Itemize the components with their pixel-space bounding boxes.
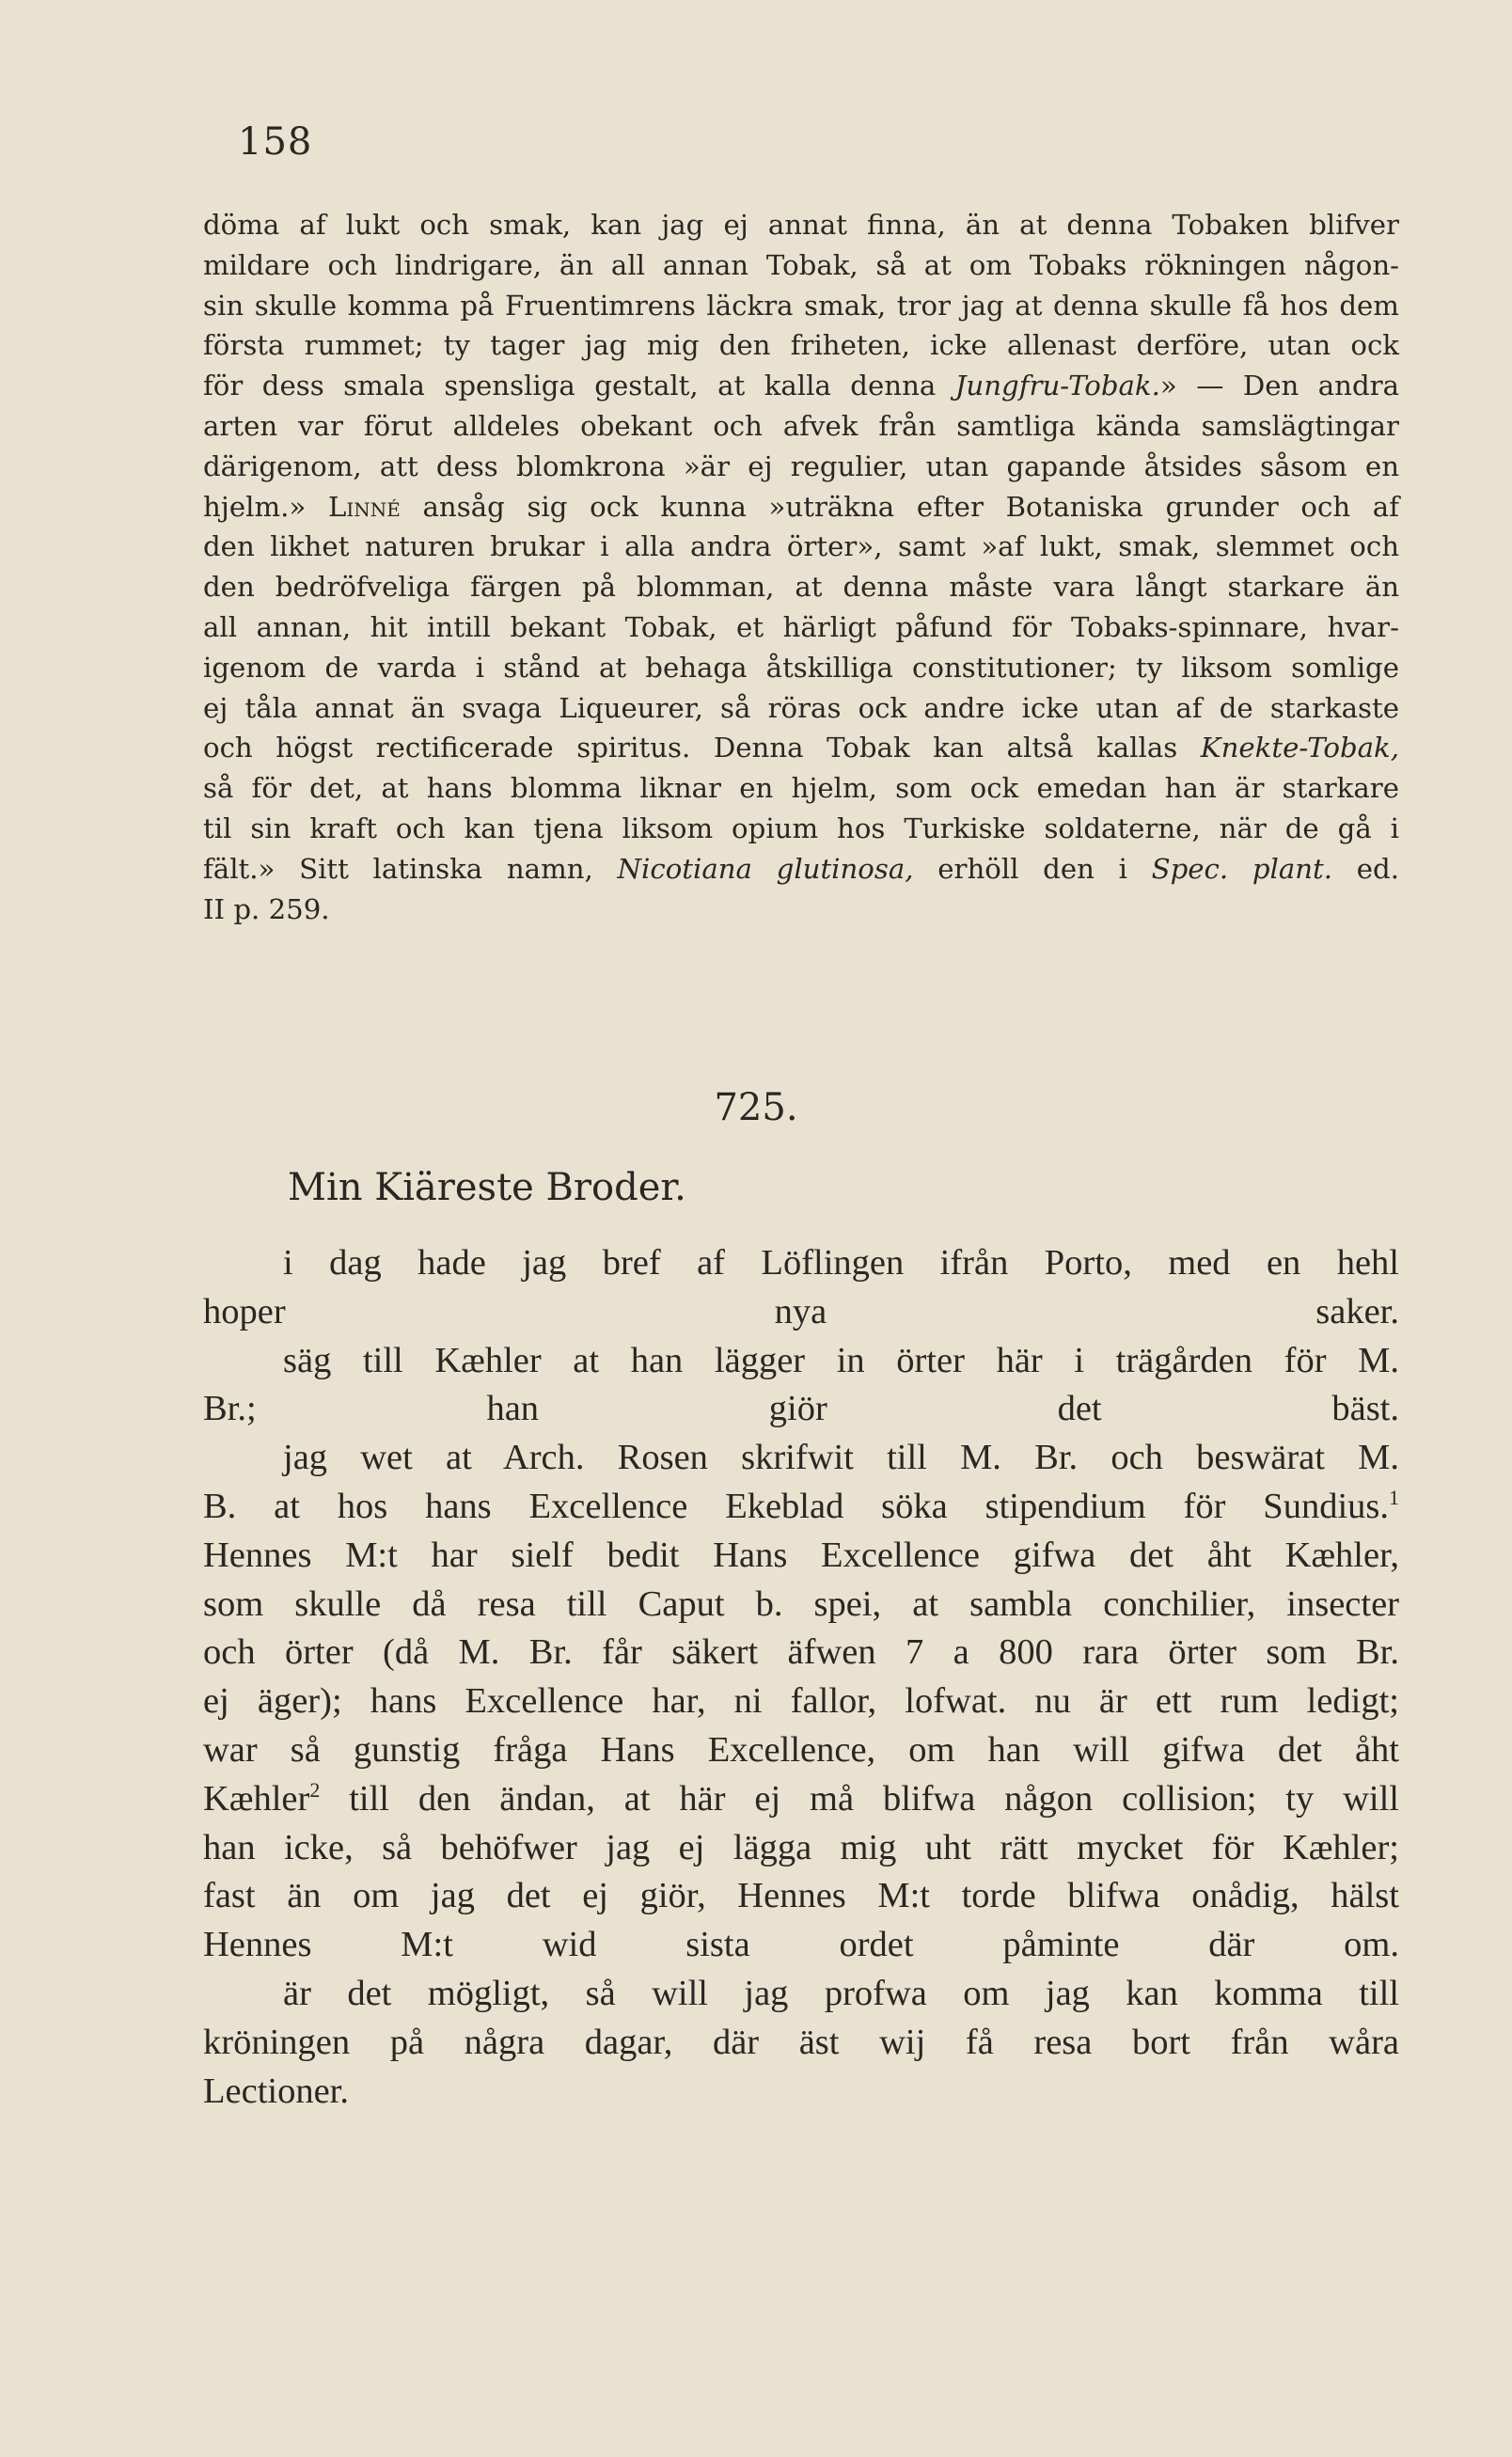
letter-line [203, 1239, 1399, 1288]
letter-line-text: i dag hade jag bref af Löflingen ifrån Porto, med en hehl [283, 1243, 1399, 1283]
letter-line-text: Hennes M:t har sielf bedit Hans Excellence gifwa det åht Kæhler, [203, 1535, 1399, 1575]
footnote-line-text: ansåg sig ock kunna »uträkna efter Botaniska grunder och af [400, 490, 1400, 523]
footnote-line: til sin kraft och kan tjena liksom opium hos Turkiske soldaterne, när de gå i [203, 811, 1399, 844]
letter-line [203, 1677, 1399, 1726]
letter-line [203, 1726, 1399, 1775]
footnote-line-text: erhöll den i [913, 852, 1152, 885]
footnote-line: därigenom, att dess blomkrona »är ej regulier, utan gapande åtsides såsom en [203, 449, 1399, 482]
letter-line [203, 1288, 1399, 1337]
species-name-jungfru-tobak: Jungfru-Tobak. [954, 370, 1160, 402]
footnote-marker: 2 [309, 1777, 321, 1802]
footnote-line: döma af lukt och smak, kan jag ej annat finna, än at denna Tobaken blifver [203, 209, 1399, 241]
footnote-line: mildare och lindrigare, än all annan Tobak, så at om Tobaks rökningen någon- [203, 248, 1399, 281]
footnote-line-text: för dess smala spensliga gestalt, at kalla denna [203, 370, 955, 402]
letter-line [203, 1775, 1399, 1824]
letter-number: 725. [714, 1086, 798, 1129]
letter-line [203, 1581, 1399, 1630]
letter-line-text: hoper nya saker. [203, 1291, 1399, 1331]
footnote-line: så för det, at hans blomma liknar en hjelm, som ock emedan han är starkare [203, 772, 1399, 805]
letter-line-text: fast än om jag det ej giör, Hennes M:t torde blifwa onådig, hälst [203, 1876, 1399, 1916]
footnote-line: första rummet; ty tager jag mig den friheten, icke allenast derföre, utan ock [203, 329, 1399, 362]
letter-line-text: Lectioner. [203, 2071, 349, 2111]
footnote-line: ej tåla annat än svaga Liqueurer, så röras ock andre icke utan af de starkaste [203, 691, 1399, 724]
letter-line [203, 1434, 1399, 1483]
reference-spec-plant: Spec. plant. [1151, 852, 1333, 885]
footnote-line [203, 728, 1399, 768]
footnote-line: all annan, hit intill bekant Tobak, et härligt påfund för Tobaks-spinnare, hvar- [203, 610, 1399, 643]
letter-body [203, 1239, 1399, 2116]
footnote-line-text: hjelm.» [203, 490, 328, 523]
letter-line-text: Kæhler [203, 1778, 310, 1819]
letter-line [203, 1532, 1399, 1581]
letter-line-text: war så gunstig fråga Hans Excellence, om han will gifwa det åht [203, 1729, 1399, 1770]
author-name-linne: Linné [327, 490, 401, 523]
letter-line [203, 1629, 1399, 1677]
letter-line-text: kröningen på några dagar, där äst wij få resa bort från wåra [203, 2022, 1399, 2062]
footnote-line [203, 366, 1399, 406]
footnote-line-text: och högst rectificerade spiritus. Denna Tobak kan altså kallas [203, 732, 1201, 764]
letter-line [203, 1337, 1399, 1386]
letter-line-text: ej äger); hans Excellence har, ni fallor, lofwat. nu är ett rum ledigt; [203, 1681, 1399, 1722]
footnote-line: den bedröfveliga färgen på blomman, at denna måste vara långt starkare än [203, 571, 1399, 604]
footnote-line-text: ed. [1332, 852, 1399, 885]
letter-line-text: Hennes M:t wid sista ordet påminte där om. [203, 1925, 1399, 1965]
letter-line-text: och örter (då M. Br. får säkert äfwen 7 a 800 rara örter som Br. [203, 1632, 1399, 1673]
species-name-knekte-tobak: Knekte-Tobak, [1200, 732, 1399, 764]
letter-line-text: han icke, så behöfwer jag ej lägga mig uht rätt mycket för Kæhler; [203, 1827, 1399, 1867]
species-name-nicotiana: Nicotiana glutinosa, [617, 852, 914, 885]
salutation: Min Kiäreste Broder. [288, 1166, 686, 1209]
letter-line [203, 1824, 1399, 1873]
letter-line-text: säg till Kæhler at han lägger in örter här i trägården för M. [283, 1340, 1399, 1380]
letter-line [203, 1970, 1399, 2019]
letter-line [203, 1483, 1399, 1532]
letter-line [203, 2068, 1399, 2117]
footnote-text [203, 205, 1399, 929]
footnote-line: igenom de varda i stånd at behaga åtskilliga constitutioner; ty liksom somlige [203, 651, 1399, 684]
footnote-line-text: fält.» Sitt latinska namn, [203, 852, 618, 885]
footnote-line: II p. 259. [203, 892, 330, 925]
letter-line-text: Br.; han giör det bäst. [203, 1389, 1399, 1429]
letter-line-text: är det mögligt, så will jag profwa om jag kan komma till [283, 1973, 1399, 2013]
letter-line [203, 1872, 1399, 1921]
footnote-line: den likhet naturen brukar i alla andra örter», samt »af lukt, smak, slemmet och [203, 530, 1399, 563]
footnote-line: arten var förut alldeles obekant och afvek från samtliga kända samslägtingar [203, 409, 1399, 442]
letter-line-text: som skulle då resa till Caput b. spei, at sambla conchilier, insecter [203, 1583, 1399, 1624]
footnote-line-text: » — Den andra [1159, 370, 1399, 402]
letter-line-text: B. at hos hans Excellence Ekeblad söka stipendium för Sundius. [203, 1486, 1389, 1526]
page-number: 158 [238, 120, 313, 164]
footnote-marker: 1 [1389, 1485, 1399, 1509]
footnote-line [203, 487, 1399, 528]
letter-line-text: till den ändan, at här ej må blifwa någon collision; ty will [320, 1778, 1399, 1819]
letter-line [203, 2019, 1399, 2068]
footnote-line: sin skulle komma på Fruentimrens läckra smak, tror jag at denna skulle få hos dem [203, 289, 1399, 322]
letter-line [203, 1921, 1399, 1970]
letter-line [203, 1385, 1399, 1434]
footnote-line [203, 849, 1399, 890]
letter-line-text: jag wet at Arch. Rosen skrifwit till M. Br. och beswärat M. [283, 1438, 1399, 1478]
